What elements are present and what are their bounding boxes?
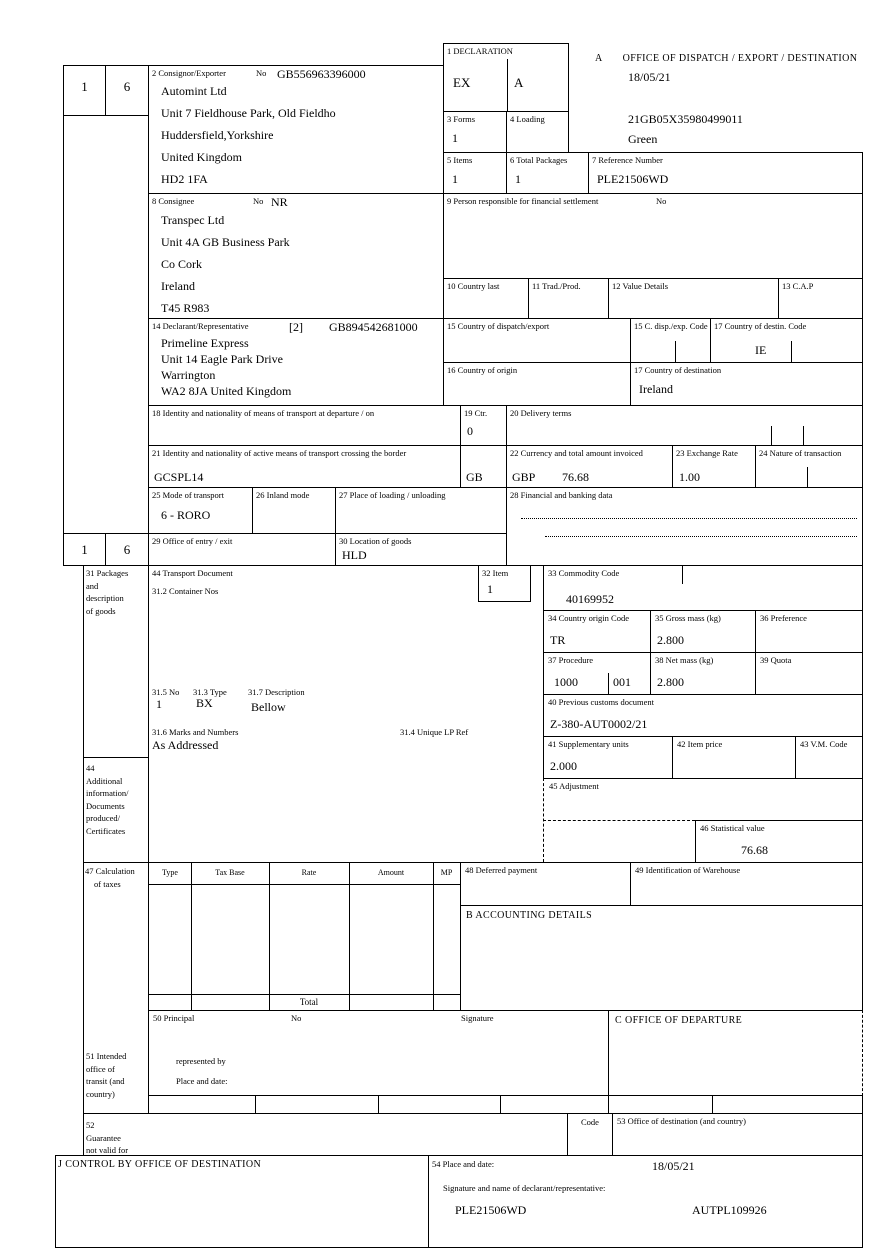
box-52-code	[567, 1113, 613, 1156]
bottom-border-line	[55, 1247, 863, 1248]
box-15a-divider	[675, 341, 676, 363]
box-25-mode-transport	[148, 487, 253, 534]
section-a-title: OFFICE OF DISPATCH / EXPORT / DESTINATION	[622, 53, 858, 64]
bottom-right-border	[862, 1155, 863, 1248]
box-31-5-value: 1	[156, 697, 162, 711]
box-31-label-line: 31 Packages	[86, 568, 129, 578]
box-37-divider	[608, 673, 609, 695]
box-54-reference: PLE21506WD	[455, 1203, 527, 1217]
box-15a-label: 15 C. disp./exp. Code	[634, 321, 708, 331]
box-15-label: 15 Country of dispatch/export	[447, 321, 550, 331]
box-20-divider-2	[803, 426, 804, 446]
total-label: Total	[299, 997, 319, 1007]
box-2-eori-number: GB556963396000	[277, 67, 366, 81]
box-47-label-line: 47 Calculation	[85, 866, 135, 876]
box-24-label: 24 Nature of transaction	[759, 448, 842, 458]
box-39-label: 39 Quota	[760, 655, 792, 665]
table-total-line	[149, 994, 460, 995]
box-8-number: NR	[271, 195, 288, 209]
box-8-consignee	[148, 193, 444, 319]
box-38-net-mass	[650, 652, 756, 695]
box-51-label-line: office of	[86, 1063, 115, 1074]
box-40-value: Z-380-AUT0002/21	[550, 717, 648, 731]
box-34-country-origin-code	[543, 610, 651, 653]
box-23-label: 23 Exchange Rate	[676, 448, 738, 458]
box-17a-label: 17 Country of destin. Code	[714, 321, 807, 331]
box-30-location-goods	[335, 533, 507, 566]
box-45-adjustment	[543, 778, 863, 821]
box-35-label: 35 Gross mass (kg)	[655, 613, 721, 623]
box-3-value: 1	[452, 131, 458, 145]
box-31-3-label: 31.3 Type	[193, 687, 227, 697]
box-21-value: GCSPL14	[154, 470, 204, 484]
table-column-line	[269, 863, 270, 1010]
box-10-label: 10 Country last	[447, 281, 500, 291]
box-17a-value: IE	[755, 343, 767, 357]
box-18-label: 18 Identity and nationality of means of transport at departure / on	[152, 408, 375, 418]
box-25-value: 6 - RORO	[161, 508, 211, 522]
box-30-value: HLD	[342, 548, 367, 562]
box-53-label: 53 Office of destination (and country)	[617, 1116, 746, 1126]
box-50-label: 50 Principal	[153, 1013, 195, 1023]
box-54-declarant-name: AUTPL109926	[692, 1203, 767, 1217]
box-18-transport-departure	[148, 405, 461, 446]
box-1-type-value: EX	[453, 75, 471, 90]
box-26-label: 26 Inland mode	[256, 490, 310, 500]
box-17-country-destination	[630, 362, 863, 406]
box-43-vm-code	[795, 736, 863, 779]
box-24-nature-transaction	[755, 445, 863, 488]
margin-divider-line-2	[83, 1113, 148, 1114]
box-31-label-line: description	[86, 593, 124, 604]
box-29-office-entry-exit	[148, 533, 336, 566]
box-34-label: 34 Country origin Code	[548, 613, 629, 623]
box-8-address-3: Ireland	[161, 279, 195, 293]
box-4-label: 4 Loading	[510, 114, 545, 124]
box-32-value: 1	[487, 582, 493, 596]
box-37-label: 37 Procedure	[548, 655, 594, 665]
box-7-value: PLE21506WD	[597, 172, 669, 186]
box-31-7-label: 31.7 Description	[248, 687, 305, 697]
table-column-line	[191, 863, 192, 1010]
box-25-label: 25 Mode of transport	[152, 490, 225, 500]
box-2-no-label: No	[256, 68, 267, 78]
box-2-address-1: Unit 7 Fieldhouse Park, Old Fieldho	[161, 106, 336, 120]
box-49-warehouse-id	[630, 862, 863, 906]
box-53-office-destination	[612, 1113, 863, 1156]
box-7-label: 7 Reference Number	[592, 155, 663, 165]
box-14-code: [2]	[289, 320, 303, 334]
box-29-label: 29 Office of entry / exit	[152, 536, 233, 546]
box-19-label: 19 Ctr.	[464, 408, 488, 418]
box-22-amount: 76.68	[562, 470, 589, 484]
box-14-name: Primeline Express	[161, 336, 249, 350]
box-37-value-2: 001	[613, 675, 631, 689]
box-20-label: 20 Delivery terms	[510, 408, 572, 418]
box-31-label-line: and	[86, 580, 99, 591]
box-36-preference	[755, 610, 863, 653]
box-42-label: 42 Item price	[677, 739, 723, 749]
stamp-cell	[148, 1095, 256, 1114]
section-b-title: B ACCOUNTING DETAILS	[466, 910, 593, 921]
box-8-address-1: Unit 4A GB Business Park	[161, 235, 290, 249]
box-28-dotted-line-2	[545, 536, 857, 537]
box-50-principal	[148, 1010, 609, 1096]
box-31-3-value: BX	[196, 696, 213, 710]
table-header-line	[149, 884, 460, 885]
box-48-deferred-payment	[460, 862, 631, 906]
box-21-active-transport	[148, 445, 461, 488]
box-35-value: 2.800	[657, 633, 684, 647]
margin-divider-line	[83, 757, 149, 758]
left-margin-line	[83, 565, 84, 1155]
stamp-cell	[712, 1095, 863, 1114]
dashed-horizontal-line	[543, 820, 695, 821]
box-36-label: 36 Preference	[760, 613, 807, 623]
copy-number-box-1-bottom	[63, 533, 106, 566]
col-header-tax-base: Tax Base	[215, 868, 245, 877]
copy-number-box-6-bottom	[105, 533, 149, 566]
box-8-no-label: No	[253, 196, 264, 206]
box-20-divider-1	[771, 426, 772, 446]
box-44-transport-doc-label: 44 Transport Document	[152, 568, 233, 578]
routing-value: Green	[628, 132, 658, 146]
box-54-signature-label: Signature and name of declarant/representative:	[443, 1183, 606, 1193]
box-28-dotted-line-1	[521, 518, 857, 519]
box-22-label: 22 Currency and total amount invoiced	[510, 448, 643, 458]
box-37-procedure	[543, 652, 651, 695]
box-32-item	[478, 565, 531, 602]
box-41-supplementary-units	[543, 736, 673, 779]
box-54-label: 54 Place and date:	[432, 1159, 495, 1169]
box-17a-destination-code	[710, 318, 863, 363]
box-5-items	[443, 152, 507, 194]
box-51-label-block	[86, 1050, 126, 1100]
box-5-label: 5 Items	[447, 155, 473, 165]
copy-number-1b: 1	[81, 542, 88, 557]
box-9-no-label: No	[656, 196, 667, 206]
left-border-line	[63, 115, 64, 533]
bottom-section-top-line	[55, 1155, 863, 1156]
tax-calculation-table	[148, 862, 461, 1011]
box-46-statistical-value	[695, 820, 863, 863]
box-40-label: 40 Previous customs document	[548, 697, 655, 707]
section-a-header	[595, 48, 857, 66]
box-19-value: 0	[467, 424, 473, 438]
box-14-number: GB894542681000	[329, 320, 418, 334]
box-16-country-origin	[443, 362, 631, 406]
section-c-title: C OFFICE OF DEPARTURE	[615, 1015, 743, 1026]
box-21-nationality-value: GB	[466, 470, 483, 484]
col-header-rate: Rate	[301, 868, 317, 877]
section-b-accounting	[460, 905, 863, 1011]
box-1-divider	[507, 59, 508, 112]
box-30-label: 30 Location of goods	[339, 536, 412, 546]
box-4-loading	[506, 111, 569, 153]
box-31-2-container-label: 31.2 Container Nos	[152, 586, 219, 596]
box-13-cap	[778, 278, 863, 319]
box-6-value: 1	[515, 172, 521, 186]
section-j-divider	[428, 1155, 429, 1248]
box-3-forms	[443, 111, 507, 153]
box-2-postcode: HD2 1FA	[161, 172, 208, 186]
box-20-delivery-terms	[506, 405, 863, 446]
col-header-amount: Amount	[377, 868, 405, 877]
box-27-label: 27 Place of loading / unloading	[339, 490, 446, 500]
bottom-left-border	[55, 1155, 56, 1248]
col-header-type: Type	[162, 868, 178, 877]
box-1-label: 1 DECLARATION	[447, 46, 513, 56]
box-14-label: 14 Declarant/Representative	[152, 321, 249, 331]
box-13-label: 13 C.A.P	[782, 281, 814, 291]
box-31-6-value: As Addressed	[152, 738, 219, 752]
copy-number-6: 6	[123, 79, 131, 94]
box-46-value: 76.68	[741, 843, 768, 857]
box-11-label: 11 Trad./Prod.	[532, 281, 581, 291]
box-52-label-line: 52	[86, 1120, 95, 1130]
box-52-label-line: Guarantee	[86, 1132, 121, 1143]
stamp-cell	[608, 1095, 713, 1114]
box-38-value: 2.800	[657, 675, 684, 689]
box-43-label: 43 V.M. Code	[800, 739, 848, 749]
box-51-label-line: transit (and	[86, 1076, 125, 1087]
box-44-label-line: information/	[86, 788, 129, 799]
box-33-value: 40169952	[566, 592, 614, 606]
box-8-label: 8 Consignee	[152, 196, 195, 206]
box-34-value: TR	[550, 633, 566, 647]
box-31-label-line: of goods	[86, 605, 116, 616]
box-50-represented-by: represented by	[176, 1056, 226, 1066]
box-41-value: 2.000	[550, 759, 577, 773]
box-12-value-details	[608, 278, 779, 319]
box-8-name: Transpec Ltd	[161, 213, 225, 227]
copy-number-box-1	[63, 65, 106, 116]
box-2-consignor-exporter	[148, 65, 444, 194]
box-33-divider	[682, 566, 683, 584]
box-14-address-1: Unit 14 Eagle Park Drive	[161, 352, 283, 366]
box-44-label-line: Additional	[86, 775, 123, 786]
box-24-divider	[807, 467, 808, 488]
box-10-country-last	[443, 278, 529, 319]
box-45-label: 45 Adjustment	[549, 781, 599, 791]
box-9-label: 9 Person responsible for financial settlement	[447, 196, 599, 206]
box-49-label: 49 Identification of Warehouse	[635, 865, 741, 875]
box-21-nationality	[460, 445, 507, 488]
box-44-label-line: Documents	[86, 800, 125, 811]
box-23-value: 1.00	[679, 470, 700, 484]
stamp-cell	[500, 1095, 609, 1114]
box-44-label-line: Certificates	[86, 825, 126, 836]
box-38-label: 38 Net mass (kg)	[655, 655, 714, 665]
box-14-address-2: Warrington	[161, 368, 216, 382]
copy-number-1: 1	[81, 79, 88, 94]
box-17-label: 17 Country of destination	[634, 365, 722, 375]
box-2-address-2: Huddersfield,Yorkshire	[161, 128, 274, 142]
section-j-title: J CONTROL BY OFFICE OF DESTINATION	[58, 1159, 262, 1170]
box-33-label: 33 Commodity Code	[548, 568, 620, 578]
box-41-label: 41 Supplementary units	[548, 739, 629, 749]
box-22-currency-amount	[506, 445, 673, 488]
box-31-5-label: 31.5 No	[152, 687, 180, 697]
col-header-mp: MP	[440, 868, 453, 877]
box-23-exchange-rate	[672, 445, 756, 488]
box-28-label: 28 Financial and banking data	[510, 490, 613, 500]
box-26-inland-mode	[252, 487, 336, 534]
box-31-7-value: Bellow	[251, 700, 286, 714]
box-44-label-line: 44	[86, 763, 95, 773]
box-44-label-block	[86, 762, 129, 838]
section-c-office-departure	[608, 1010, 863, 1096]
box-7-reference-number	[588, 152, 863, 194]
box-51-label-line: 51 Intended	[86, 1051, 127, 1061]
box-40-previous-document	[543, 694, 863, 737]
box-2-name: Automint Ltd	[161, 84, 227, 98]
box-42-item-price	[672, 736, 796, 779]
office-of-dispatch-date: 18/05/21	[628, 70, 671, 84]
copy-number-6b: 6	[123, 542, 131, 557]
box-14-address-3: WA2 8JA United Kingdom	[161, 384, 292, 398]
section-a-letter: A	[595, 53, 603, 64]
box-31-4-label: 31.4 Unique LP Ref	[400, 727, 469, 737]
box-11-trad-prod	[528, 278, 609, 319]
box-15a-dispatch-code	[630, 318, 711, 363]
box-35-gross-mass	[650, 610, 756, 653]
mrn-value: 21GB05X35980499011	[628, 112, 743, 126]
box-47-label-line: of taxes	[94, 878, 121, 889]
box-28-financial-banking	[506, 487, 863, 566]
box-52-label-block	[86, 1119, 128, 1157]
box-1-subtype-value: A	[514, 75, 524, 90]
box-21-label: 21 Identity and nationality of active means of transport crossing the border	[152, 448, 407, 458]
box-50-place-date: Place and date:	[176, 1076, 228, 1086]
box-52-label-line: not valid for	[86, 1145, 129, 1156]
box-3-label: 3 Forms	[447, 114, 476, 124]
box-6-total-packages	[506, 152, 589, 194]
box-17-value: Ireland	[639, 382, 673, 396]
box-1-declaration	[443, 43, 569, 112]
box-16-label: 16 Country of origin	[447, 365, 518, 375]
box-50-no-label: No	[291, 1013, 302, 1023]
stamp-cell	[255, 1095, 379, 1114]
box-5-value: 1	[452, 172, 458, 186]
box-52-code-label: Code	[581, 1117, 599, 1127]
box-31-label-block	[86, 567, 128, 617]
box-12-label: 12 Value Details	[612, 281, 669, 291]
box-9-financial-settlement	[443, 193, 863, 279]
copy-number-box-6	[105, 65, 149, 116]
box-31-6-label: 31.6 Marks and Numbers	[152, 727, 239, 737]
stamp-cell	[378, 1095, 501, 1114]
box-32-label: 32 Item	[482, 568, 509, 578]
box-2-address-3: United Kingdom	[161, 150, 242, 164]
box-51-label-line: country)	[86, 1088, 115, 1099]
box-2-label: 2 Consignor/Exporter	[152, 68, 226, 78]
box-33-commodity-code	[543, 565, 863, 611]
box-37-value-1: 1000	[554, 675, 578, 689]
box-8-postcode: T45 R983	[161, 301, 210, 315]
box-17a-divider	[791, 341, 792, 363]
table-column-line	[433, 863, 434, 1010]
box-27-place-loading	[335, 487, 507, 534]
box-50-signature-label: Signature	[461, 1013, 494, 1023]
table-column-line	[349, 863, 350, 1010]
box-8-address-2: Co Cork	[161, 257, 203, 271]
box-54-date: 18/05/21	[652, 1159, 695, 1173]
box-46-label: 46 Statistical value	[700, 823, 765, 833]
box-47-label-block	[85, 865, 135, 890]
box-15-country-dispatch	[443, 318, 631, 363]
box-44-label-line: produced/	[86, 813, 120, 824]
box-48-label: 48 Deferred payment	[465, 865, 538, 875]
box-39-quota	[755, 652, 863, 695]
box-19-ctr	[460, 405, 507, 446]
box-6-label: 6 Total Packages	[510, 155, 568, 165]
box-22-currency: GBP	[512, 470, 536, 484]
box-14-declarant	[148, 318, 444, 406]
